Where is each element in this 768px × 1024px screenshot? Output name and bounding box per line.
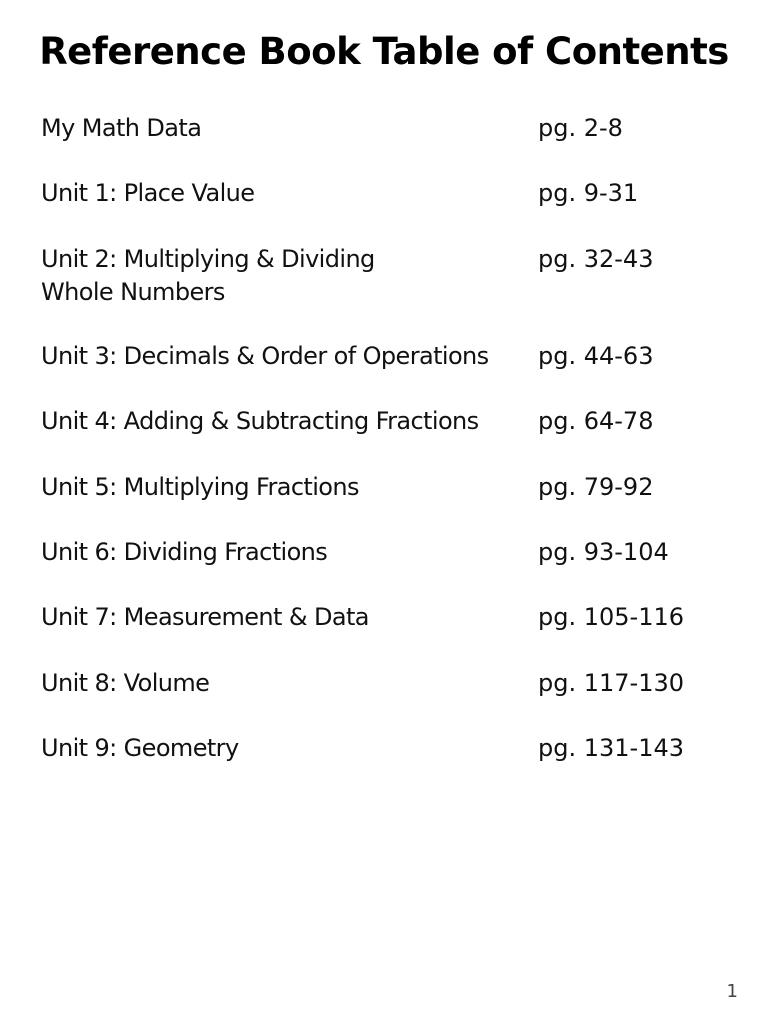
toc-entry-label: Unit 9: Geometry bbox=[41, 734, 239, 762]
toc-entry-label: Unit 6: Dividing Fractions bbox=[41, 538, 328, 566]
toc-entry-label: Unit 1: Place Value bbox=[41, 179, 255, 207]
toc-entry-pages: pg. 44-63 bbox=[538, 342, 654, 370]
page-title: Reference Book Table of Contents bbox=[39, 30, 729, 73]
toc-entry-pages: pg. 131-143 bbox=[538, 734, 685, 762]
toc-entry-label: Unit 7: Measurement & Data bbox=[41, 603, 369, 631]
toc-entry-pages: pg. 9-31 bbox=[538, 179, 639, 207]
toc-entry-pages: pg. 2-8 bbox=[538, 114, 623, 142]
toc-entry-label: Unit 3: Decimals & Order of Operations bbox=[41, 342, 489, 370]
toc-entry-label: My Math Data bbox=[41, 114, 202, 142]
toc-entry-pages: pg. 32-43 bbox=[538, 245, 654, 273]
toc-entry-pages: pg. 117-130 bbox=[538, 669, 685, 697]
toc-entry-pages: pg. 64-78 bbox=[538, 407, 654, 435]
page-number: 1 bbox=[726, 981, 738, 1002]
toc-entry-label: Unit 8: Volume bbox=[41, 669, 210, 697]
toc-entry-label: Unit 5: Multiplying Fractions bbox=[41, 473, 359, 501]
toc-entry-pages: pg. 79-92 bbox=[538, 473, 654, 501]
toc-entry-pages: pg. 93-104 bbox=[538, 538, 669, 566]
toc-entry-label: Unit 4: Adding & Subtracting Fractions bbox=[41, 407, 479, 435]
toc-entry-pages: pg. 105-116 bbox=[538, 603, 685, 631]
toc-entry-label: Unit 2: Multiplying & Dividing Whole Numbers bbox=[41, 245, 375, 306]
